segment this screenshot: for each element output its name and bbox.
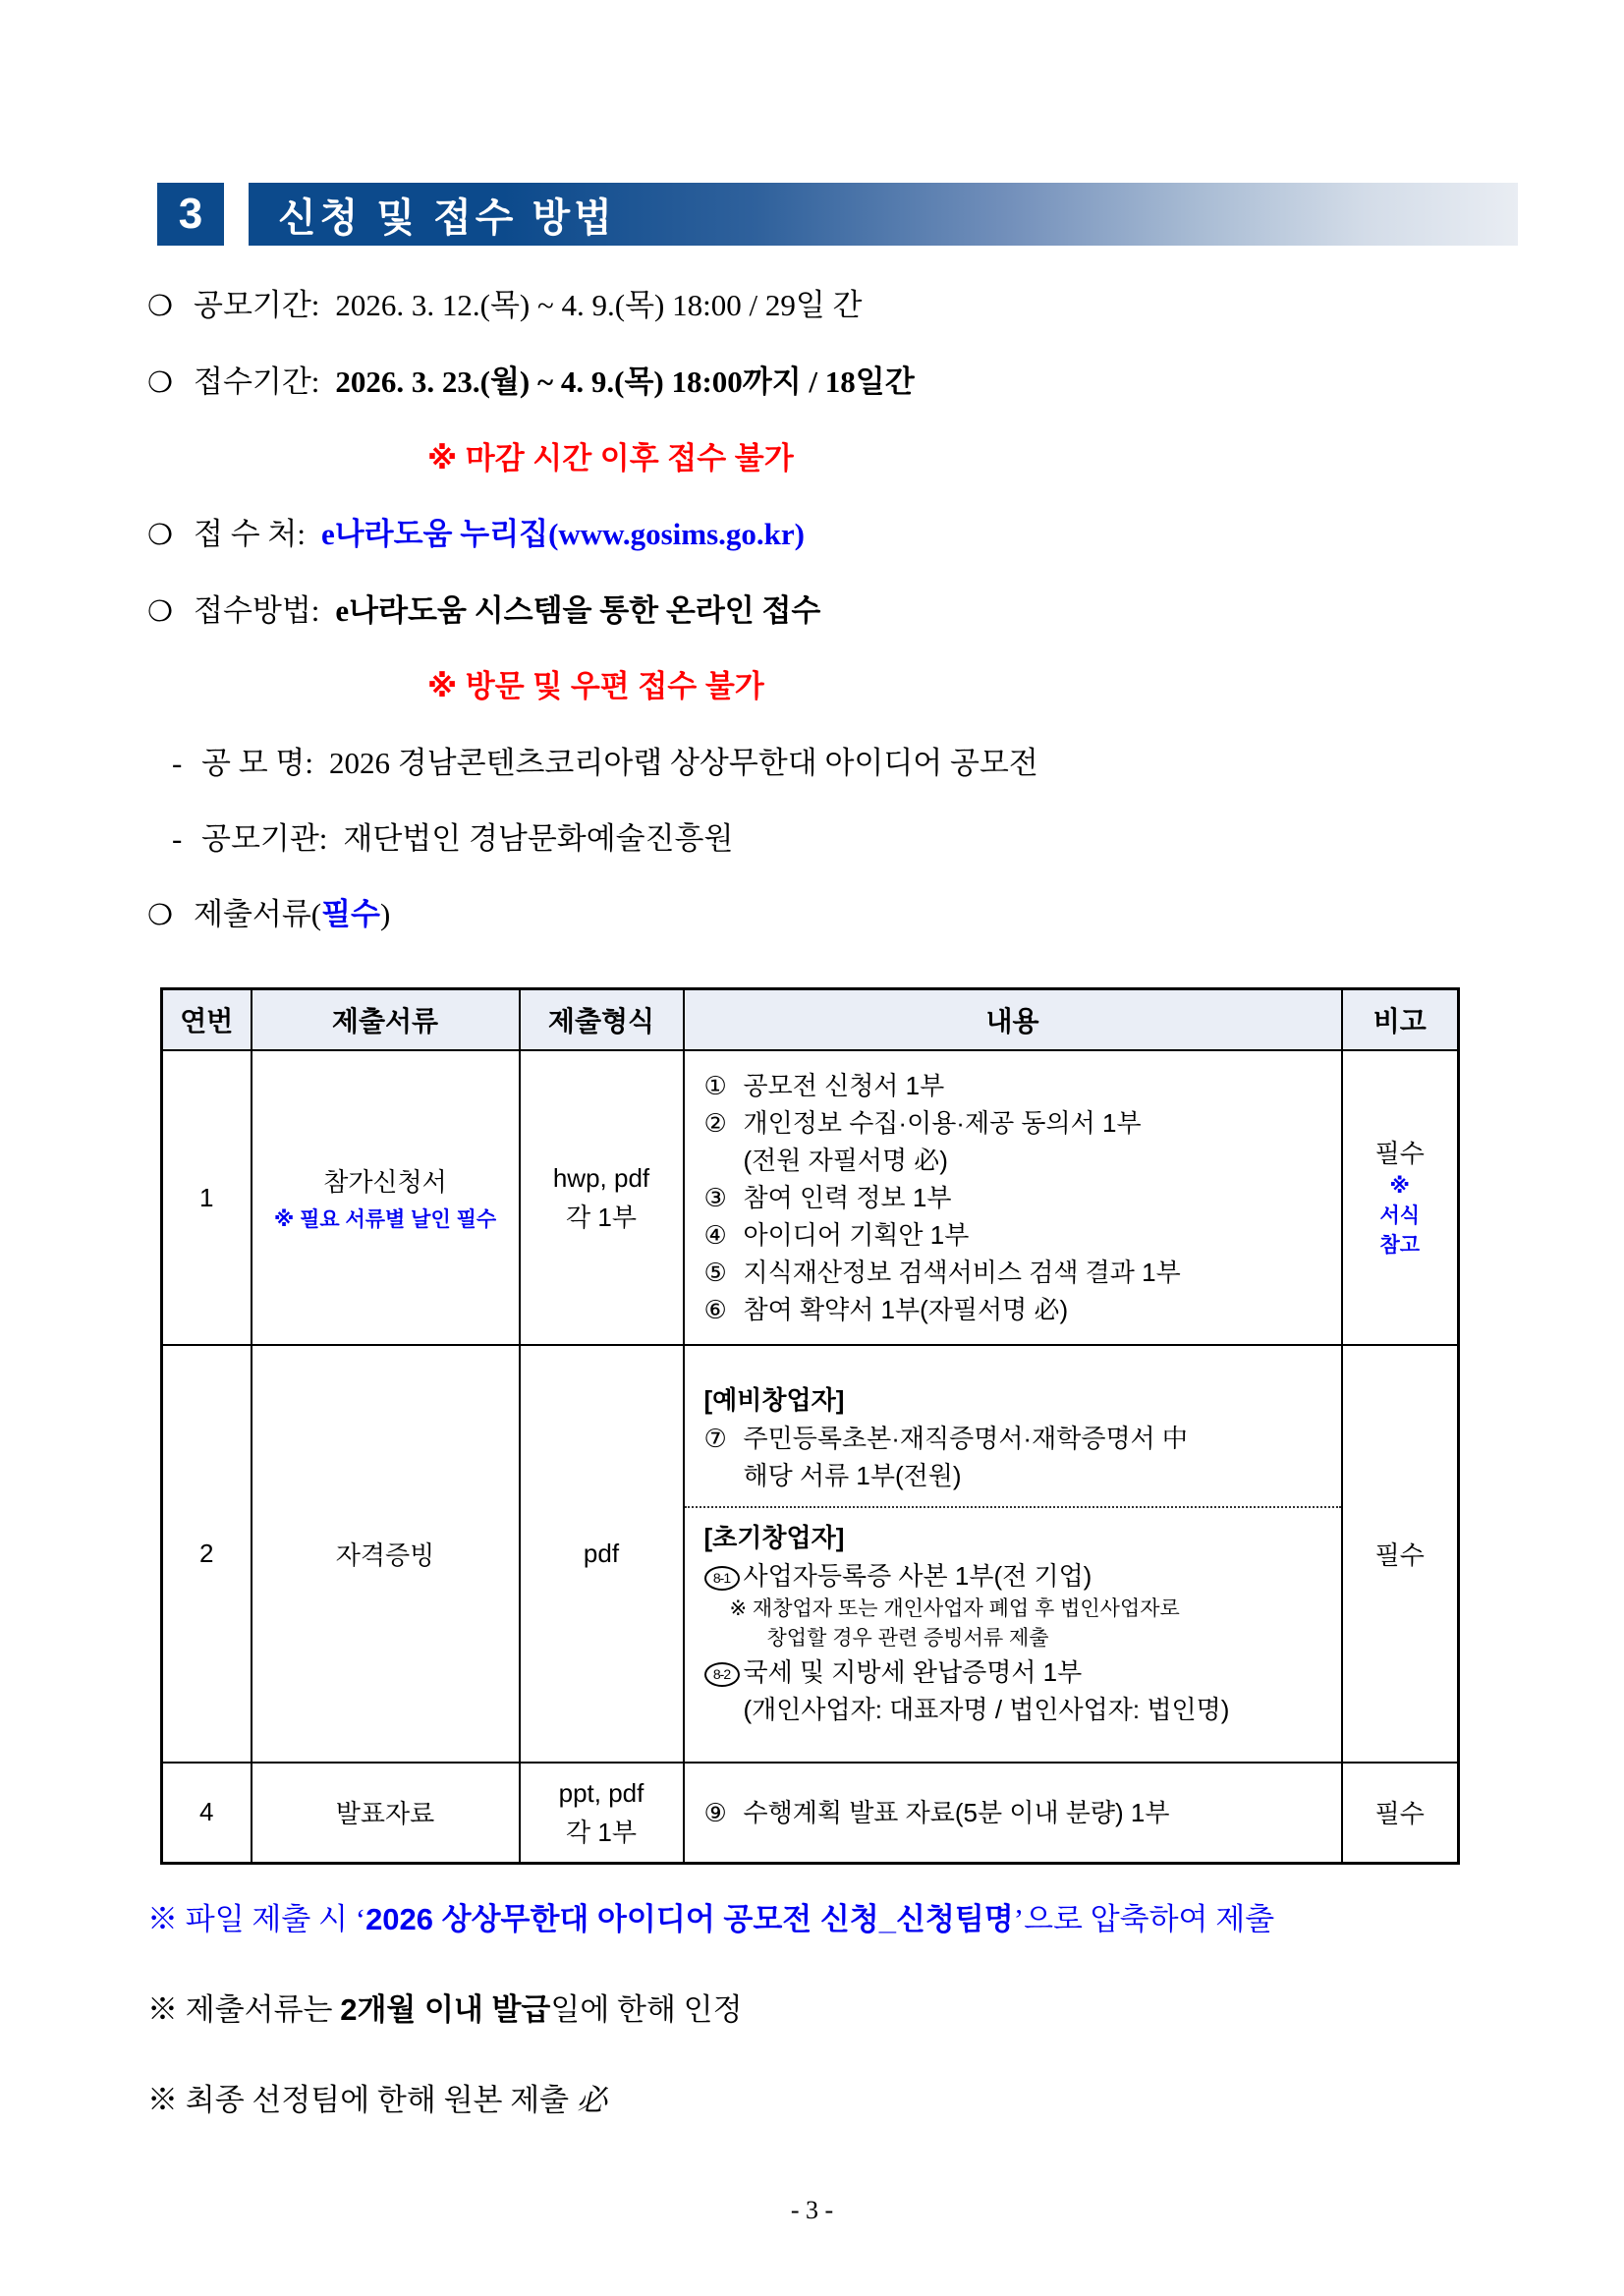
content-text: (전원 자필서명 必) [743, 1146, 948, 1175]
content-text: 국세 및 지방세 완납증명서 1부 [743, 1656, 1083, 1687]
content-line [704, 1653, 1333, 1691]
early-founder-section [685, 1508, 1341, 1744]
page-number: - 3 - [790, 2196, 834, 2224]
list-marker: ④ [703, 1220, 727, 1250]
column-header-content: 내용 [684, 989, 1342, 1051]
section-title-bar [249, 183, 1518, 246]
content-line: (개인사업자: 대표자명 / 법인사업자: 법인명) [743, 1694, 1230, 1724]
circle-bullet-icon: ❍ [147, 519, 173, 551]
content-line [704, 1420, 1333, 1457]
circle-bullet-icon: ❍ [147, 366, 173, 399]
footnote-prefix: ※ 파일 제출 시 ‘ [147, 1902, 366, 1936]
list-marker: ② [703, 1108, 727, 1138]
circled-8-1-marker: 8-1 [704, 1566, 740, 1591]
content-text: 지식재산정보 검색서비스 검색 결과 1부 [743, 1258, 1181, 1287]
agency-label: 공모기관: [201, 820, 328, 856]
required-docs-line [147, 896, 1038, 933]
footnote-suffix: ’으로 압축하여 제출 [1013, 1902, 1275, 1936]
section-number-badge: 3 [157, 183, 224, 246]
content-text: 개인정보 수집·이용·제공 동의서 1부 [743, 1108, 1142, 1138]
receipt-method-value: e나라도움 시스템을 통한 온라인 접수 [335, 592, 821, 628]
row1-remark-note: ※ [1389, 1175, 1410, 1198]
column-header-document: 제출서류 [252, 989, 520, 1051]
footnote-original-docs [147, 2075, 1274, 2119]
section-title: 신청 및 접수 방법 [278, 196, 616, 240]
content-text: 주민등록초본·재직증명서·재학증명서 中 [743, 1423, 1188, 1453]
content-text: 공모전 신청서 1부 [743, 1071, 945, 1100]
agency-line [147, 820, 1038, 857]
required-docs-prefix: 제출서류( [194, 896, 322, 931]
row1-remark: 필수 [1374, 1139, 1425, 1168]
visit-warning-note: ※ 방문 및 우편 접수 불가 [427, 669, 764, 704]
pre-founder-title: [예비창업자] [703, 1384, 845, 1415]
list-marker: ① [703, 1071, 727, 1100]
list-marker: ⑥ [703, 1295, 727, 1324]
agency-value: 재단법인 경남문화예술진흥원 [343, 820, 734, 856]
column-header-remark: 비고 [1342, 989, 1459, 1051]
content-line [704, 1216, 1333, 1254]
content-text: 아이디어 기획안 1부 [743, 1220, 970, 1250]
content-line [704, 1557, 1333, 1595]
content-line [704, 1067, 1333, 1104]
row3-format-cell [520, 1763, 684, 1863]
row1-document-name: 참가신청서 [323, 1166, 447, 1197]
row1-document-note: ※ 필요 서류별 날인 필수 [273, 1207, 497, 1231]
circle-bullet-icon: ❍ [147, 291, 173, 322]
hanja-required-mark: 必 [576, 2083, 607, 2117]
content-line [704, 1142, 1333, 1179]
table-row [162, 1763, 1459, 1863]
section-header [157, 183, 1518, 246]
required-docs-highlight: 필수 [321, 896, 381, 931]
row1-format-cell [520, 1050, 684, 1345]
content-text: 수행계획 발표 자료(5분 이내 분량) 1부 [743, 1797, 1170, 1827]
early-founder-title: [초기창업자] [703, 1522, 845, 1552]
content-note-line: 창업할 경우 관련 증빙서류 제출 [766, 1626, 1049, 1650]
circled-8-2-marker: 8-2 [704, 1662, 740, 1687]
deadline-warning-note: ※ 마감 시간 이후 접수 불가 [427, 440, 794, 476]
row3-format-line2: 각 1부 [566, 1817, 637, 1847]
column-header-no: 연번 [162, 989, 252, 1051]
content-line [704, 1291, 1333, 1328]
row2-format: pdf [520, 1345, 684, 1763]
content-line [704, 1457, 1333, 1494]
content-line [704, 1794, 1333, 1831]
receipt-period-value: 2026. 3. 23.(월) ~ 4. 9.(목) 18:00까지 / 18일간 [335, 364, 915, 399]
list-marker: ⑨ [703, 1797, 727, 1827]
content-text: 참여 인력 정보 1부 [743, 1183, 952, 1212]
circle-bullet-icon: ❍ [147, 899, 173, 931]
row2-content-cell [684, 1345, 1342, 1763]
content-line [704, 1254, 1333, 1291]
row2-remark: 필수 [1342, 1345, 1459, 1763]
receipt-period-label: 접수기간: [194, 364, 320, 399]
footnote-emphasis: 2개월 이내 발급 [340, 1992, 551, 2027]
footnote-text: ※ 최종 선정팀에 한해 원본 제출 [147, 2083, 577, 2117]
row1-content-cell [684, 1050, 1342, 1345]
content-text: 해당 서류 1부(전원) [743, 1460, 962, 1490]
row1-remark-cell [1342, 1050, 1459, 1345]
receipt-place-line [147, 516, 1038, 553]
contest-name-label: 공 모 명: [201, 745, 313, 780]
row3-document-name: 발표자료 [252, 1763, 520, 1863]
table-header-row [162, 989, 1459, 1051]
footnote-suffix: 일에 한해 인정 [550, 1992, 743, 2027]
table-row [162, 1345, 1459, 1763]
row1-remark-note: 서식 [1379, 1204, 1421, 1227]
list-marker: ⑤ [703, 1258, 727, 1287]
content-line [704, 1104, 1333, 1142]
row1-document-cell [252, 1050, 520, 1345]
application-period-label: 공모기간: [194, 288, 320, 322]
footnote-issue-date [147, 1985, 1274, 2029]
content-line [704, 1179, 1333, 1216]
content-note-line: ※ 재창업자 또는 개인사업자 폐업 후 법인사업자로 [729, 1596, 1180, 1620]
submission-documents-table [160, 987, 1460, 1865]
row3-content-cell [684, 1763, 1342, 1863]
footnote-file-naming [147, 1894, 1274, 1938]
list-marker: ⑦ [703, 1423, 727, 1453]
content-text: 참여 확약서 1부(자필서명 必) [743, 1295, 1069, 1324]
contest-name-line [147, 745, 1038, 781]
required-docs-suffix: ) [380, 896, 391, 931]
footnote-prefix: ※ 제출서류는 [147, 1992, 341, 2027]
receipt-method-label: 접수방법: [194, 592, 320, 628]
row2-document-name: 자격증빙 [252, 1345, 520, 1763]
receipt-method-line [147, 592, 1038, 630]
list-marker: ③ [703, 1183, 727, 1212]
application-period-value: 2026. 3. 12.(목) ~ 4. 9.(목) 18:00 / 29일 간 [335, 288, 863, 322]
content-text: 사업자등록증 사본 1부(전 기업) [743, 1560, 1092, 1591]
circle-bullet-icon: ❍ [147, 595, 173, 628]
application-period-line [147, 287, 1038, 324]
pre-founder-section [685, 1365, 1341, 1508]
receipt-place-label: 접 수 처: [194, 516, 306, 551]
row3-remark: 필수 [1342, 1763, 1459, 1863]
intro-list [147, 287, 1038, 973]
row1-format-line1: hwp, pdf [552, 1163, 650, 1193]
row1-remark-note: 참고 [1379, 1234, 1421, 1257]
footnotes [147, 1894, 1274, 2165]
contest-name-value: 2026 경남콘텐츠코리아랩 상상무한대 아이디어 공모전 [328, 745, 1038, 780]
column-header-format: 제출형식 [520, 989, 684, 1051]
dash-bullet: - [172, 820, 183, 856]
row3-format-line1: ppt, pdf [558, 1777, 644, 1808]
table-row [162, 1050, 1459, 1345]
footnote-filename: 2026 상상무한대 아이디어 공모전 신청_신청팀명 [365, 1902, 1014, 1936]
row1-format-line2: 각 1부 [566, 1203, 637, 1232]
receipt-period-line [147, 364, 1038, 401]
row2-no: 2 [162, 1345, 252, 1763]
row3-no: 4 [162, 1763, 252, 1863]
dash-bullet: - [172, 745, 183, 780]
receipt-place-link[interactable]: e나라도움 누리집(www.gosims.go.kr) [320, 516, 805, 551]
row1-no: 1 [162, 1050, 252, 1345]
